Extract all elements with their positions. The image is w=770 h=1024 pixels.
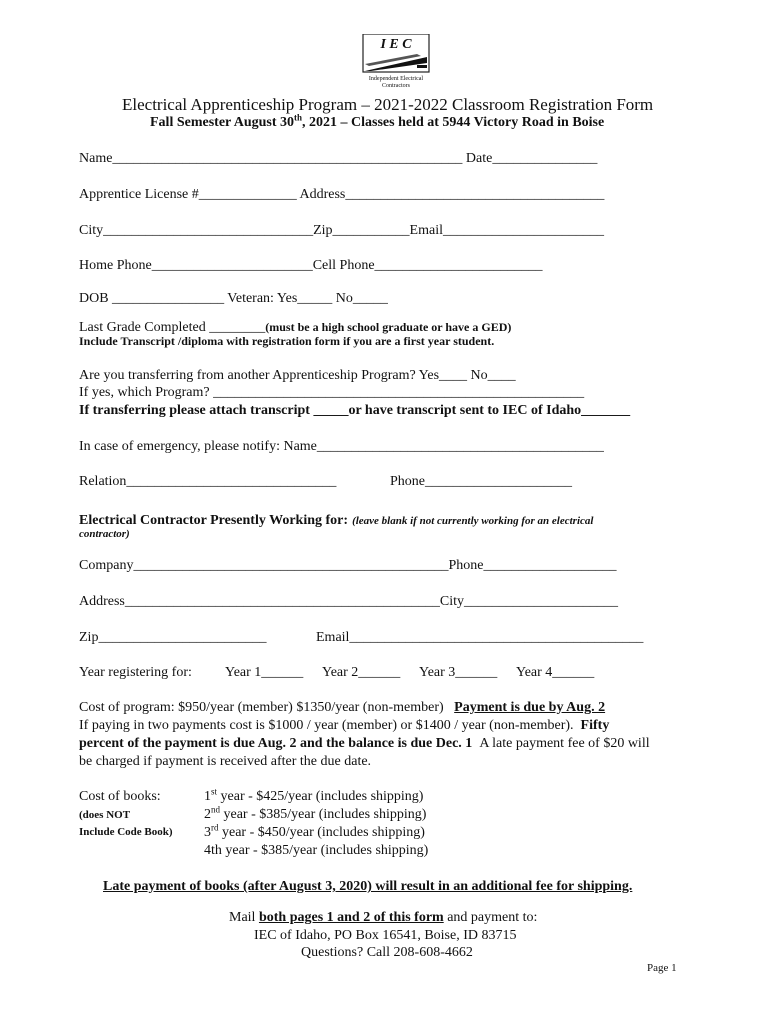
contractor-note: (leave blank if not currently working for an electrical (352, 515, 594, 527)
contractor-heading (79, 511, 593, 529)
mail-instructions (229, 910, 537, 926)
book-year-3-sup: rd (211, 822, 219, 833)
contractor-heading-text: Electrical Contractor Presently Working for: (79, 513, 349, 528)
last-grade-label: Last Grade Completed ________ (79, 320, 266, 335)
city-zip-email-field[interactable]: City______________________________Zip___________Email_______________________ (79, 223, 604, 238)
company-email-field[interactable]: Email__________________________________________ (316, 630, 644, 645)
book-year-2-num: 2 (204, 807, 211, 822)
form-title: Electrical Apprenticeship Program – 2021-2022 Classroom Registration Form (122, 95, 654, 114)
dob-veteran-field[interactable] (79, 291, 388, 307)
late-books-note: Late payment of books (after August 3, 2020) will result in an additional fee for shipping. (103, 879, 633, 894)
book-year-3-num: 3 (204, 825, 211, 840)
year-registering-label: Year registering for: (79, 665, 192, 680)
book-year-2-sup: nd (211, 804, 220, 815)
mailing-address: IEC of Idaho, PO Box 16541, Boise, ID 83715 (254, 928, 517, 943)
year-1-field[interactable]: Year 1______ (225, 665, 304, 680)
form-subtitle (150, 112, 605, 131)
balance-text: percent of the payment is due Aug. 2 and the balance is due Dec. 1 (79, 736, 473, 751)
company-zip-field[interactable]: Zip________________________ (79, 630, 267, 645)
year-4-field[interactable]: Year 4______ (516, 665, 595, 680)
late-fee-line: be charged if payment is received after the due date. (79, 754, 372, 769)
cost-program-line (79, 700, 605, 716)
iec-logo (361, 34, 431, 90)
transcript-note: Include Transcript /diploma with registration form if you are a first year student. (79, 334, 495, 348)
book-year-4: 4th year - $385/year (includes shipping) (204, 843, 429, 858)
relation-phone-field[interactable]: Phone_____________________ (390, 474, 572, 489)
dob-label: DOB _____________ (79, 291, 204, 306)
cost-program-text: Cost of program: $950/year (member) $1350/year (non-member) (79, 700, 444, 715)
late-fee-text: A late payment fee of $20 will (479, 736, 650, 751)
subtitle-post: , 2021 – Classes held at 5944 Victory Road in Boise (302, 115, 605, 130)
mail-text-b: both pages 1 and 2 of this form (258, 910, 444, 925)
book-year-1-sup: st (211, 786, 218, 797)
ged-note: (must be a high school graduate or have a GED) (265, 320, 512, 334)
iec-logo-graphic (361, 34, 431, 90)
subtitle-sup: th (294, 112, 303, 123)
mail-text-c: and payment to: (443, 910, 538, 925)
mail-text-a: Mail (229, 910, 259, 925)
company-address-field[interactable]: Address_____________________________________________City______________________ (79, 594, 618, 609)
book-year-2-text: year - $385/year (includes shipping) (220, 807, 427, 822)
book-year-3-text: year - $450/year (includes shipping) (218, 825, 425, 840)
transfer-program-field[interactable]: If yes, which Program? _____________________________________________________ (79, 385, 585, 400)
phone-field[interactable]: Home Phone_______________________Cell Phone________________________ (79, 258, 543, 273)
questions-phone: Questions? Call 208-608-4662 (301, 945, 473, 960)
book-year-2 (204, 804, 427, 823)
book-year-1 (204, 786, 424, 805)
two-payments-text: If paying in two payments cost is $1000 / year (member) or $1400 / year (non-member). (79, 718, 574, 733)
logo-letters: I E C (380, 37, 412, 52)
relation-field[interactable]: Relation______________________________ (79, 474, 337, 489)
year-2-field[interactable]: Year 2______ (322, 665, 401, 680)
year-3-field[interactable]: Year 3______ (419, 665, 498, 680)
license-address-field[interactable]: Apprentice License #______________ Address_____________________________________ (79, 187, 605, 202)
veteran-label: ___ Veteran: Yes_____ No_____ (203, 291, 388, 306)
contractor-note-cont: contractor) (79, 528, 130, 540)
balance-line (79, 736, 650, 752)
books-label: Cost of books: (79, 789, 161, 804)
books-note-2: Include Code Book) (79, 826, 173, 838)
book-year-1-text: year - $425/year (includes shipping) (217, 789, 424, 804)
book-year-1-num: 1 (204, 789, 211, 804)
logo-caption-1: Independent Electrical (368, 76, 424, 82)
book-year-3 (204, 822, 425, 841)
company-phone-field[interactable]: Company_____________________________________________Phone___________________ (79, 558, 617, 573)
emergency-name-field[interactable]: In case of emergency, please notify: Name_________________________________________ (79, 439, 604, 454)
name-date-field[interactable]: Name__________________________________________________ Date_______________ (79, 151, 598, 166)
transfer-attach-note: If transferring please attach transcript _____or have transcript sent to IEC of Idaho_______ (79, 403, 631, 418)
logo-caption-2: Contractors (382, 83, 410, 89)
two-payments-line (79, 718, 609, 734)
transfer-question[interactable]: Are you transferring from another Apprenticeship Program? Yes____ No____ (79, 368, 516, 383)
subtitle-pre: Fall Semester August 30 (150, 115, 295, 130)
books-note-1: (does NOT (79, 809, 131, 821)
page-number: Page 1 (647, 962, 677, 974)
fifty-text: Fifty (580, 718, 610, 733)
payment-due-note: Payment is due by Aug. 2 (454, 700, 606, 715)
